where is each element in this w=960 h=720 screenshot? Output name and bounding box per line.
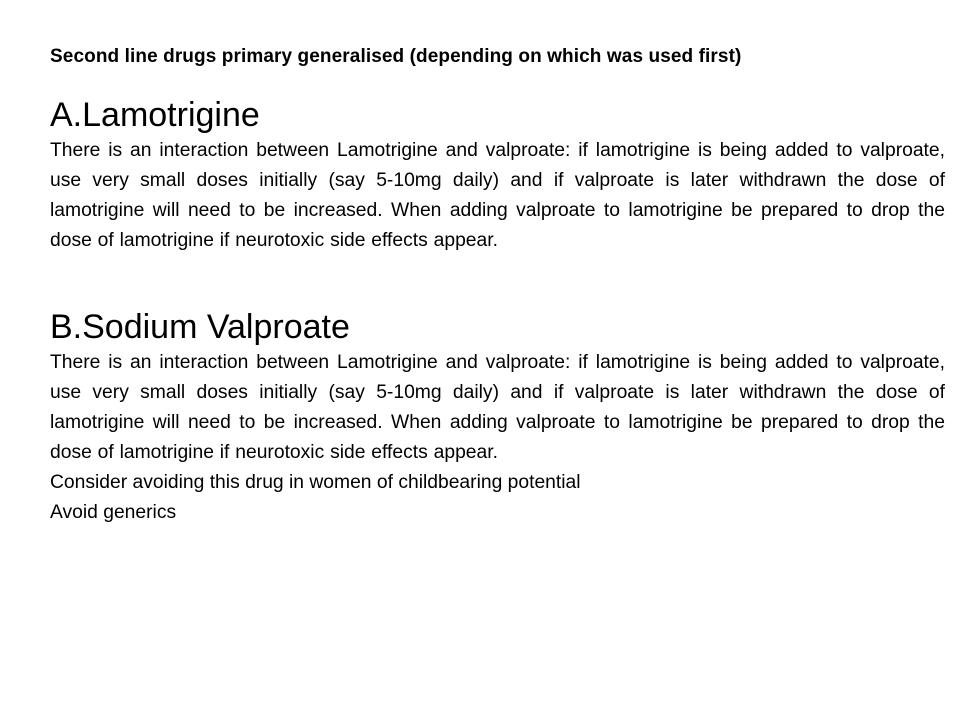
section-letter: B.	[50, 308, 83, 346]
section-name: Sodium Valproate	[82, 308, 350, 346]
note-generics: Avoid generics	[50, 502, 177, 523]
section-paragraph: There is an interaction between Lamotrigine and valproate: if lamotrigine is being added to valproate, use very small doses initially (say 5-10mg daily) and if valproate is later withdrawn the dose of lamotrigine will need to be increased. When adding valproate to lamotrigine be prepared to drop the dose of lamotrigine if neurotoxic side effects appear.	[50, 352, 945, 463]
slide-content	[50, 43, 945, 528]
section-sodium-valproate	[50, 306, 945, 528]
section-lamotrigine	[50, 94, 945, 256]
note-childbearing: Consider avoiding this drug in women of childbearing potential	[50, 472, 581, 493]
section-title	[50, 94, 945, 136]
section-name: Lamotrigine	[82, 96, 260, 134]
section-letter: A.	[50, 96, 83, 134]
section-title	[50, 306, 945, 348]
section-paragraph: There is an interaction between Lamotrigine and valproate: if lamotrigine is being added to valproate, use very small doses initially (say 5-10mg daily) and if valproate is later withdrawn the dose of lamotrigine will need to be increased. When adding valproate to lamotrigine be prepared to drop the dose of lamotrigine if neurotoxic side effects appear.	[50, 140, 945, 251]
slide-heading: Second line drugs primary generalised (depending on which was used first)	[50, 46, 742, 67]
